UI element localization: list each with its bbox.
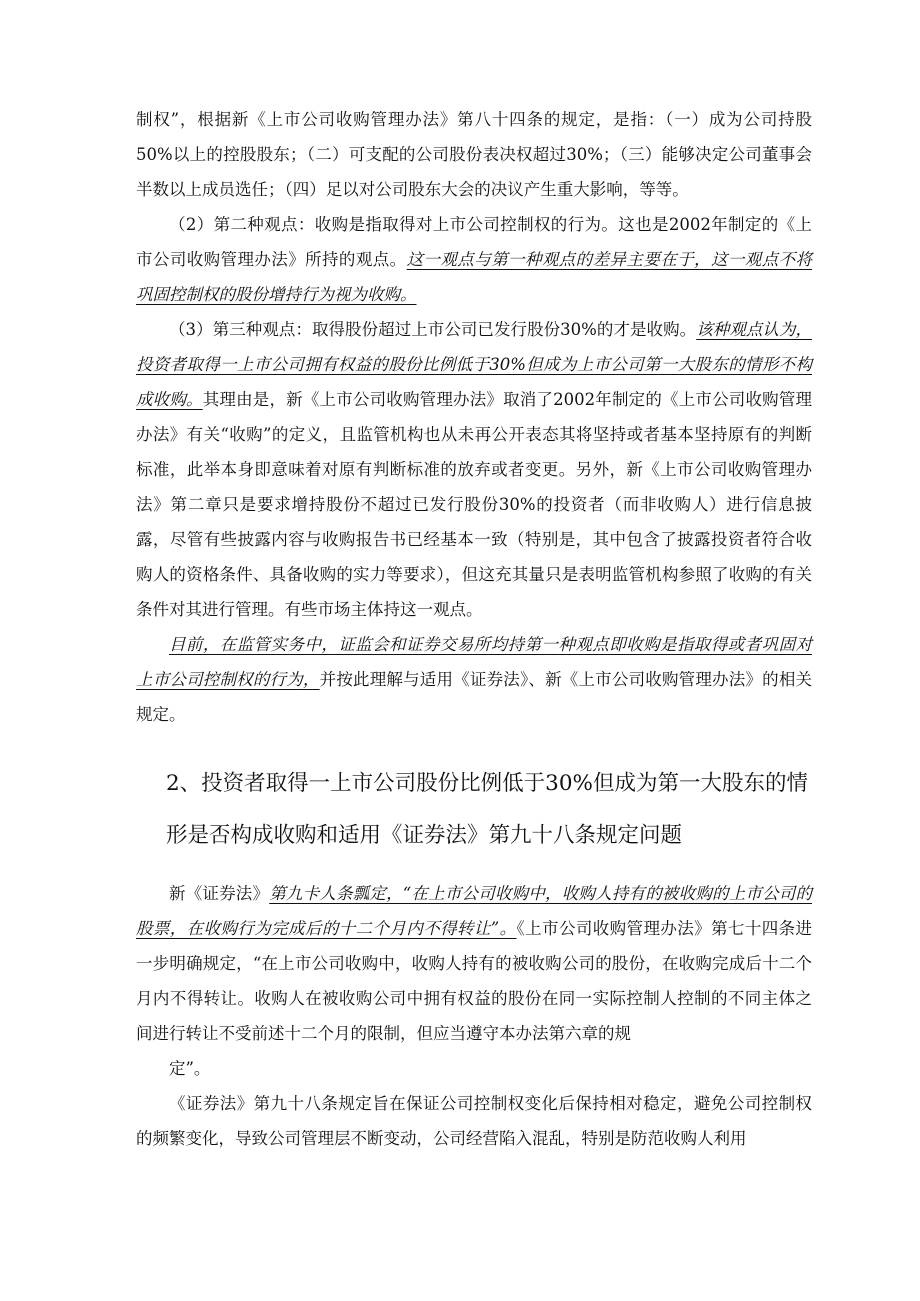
text-run: 新《证券法》 (169, 884, 270, 903)
paragraph-securities-law-98 (136, 876, 812, 1051)
text-run: 《上市公司收购管理办法》第七十四条进一步明确规定，“在上市公司收购中，收购人持有的被收购公司的股份，在收购完成后十二个月内不得转让。收购人在被收购公司中拥有权益的股份在同一实际控制人控制的不同主体之间进行转让不受前述十二个月的限制，但应当遵守本办法第六章的规 (136, 919, 813, 1043)
paragraph-third-view (136, 312, 812, 627)
paragraph-second-view (136, 207, 812, 312)
emphasis-run: 这一观点与第一种观点的差异主要在于，这一观点不将巩固控制权的股份增持行为视为收购。 (136, 250, 813, 304)
emphasis-run: 目前，在监管实务中，证监会和证券交易所均持第一种观点即收购是指取得或者巩固对上市公司控制权的行为， (136, 635, 812, 689)
text-run: 《证券法》第九十八条规定旨在保证公司控制权变化后保持相对稳定，避免公司控制权的频繁变化，导致公司管理层不断变动，公司经营陷入混乱，特别是防范收购人利用 (136, 1094, 812, 1148)
emphasis-run: 第九卡人条瓢定，“在上市公司收购中，收购人持有的被收购的上市公司的股票，在收购行为完成后的十二个月内不得转让”。 (136, 884, 813, 938)
section-heading: 2、投资者取得一上市公司股份比例低于30%但成为第一大股东的情形是否构成收购和适用《证券法》第九十八条规定问题 (166, 771, 808, 848)
text-run: 定”。 (169, 1059, 211, 1078)
text-run: （2）第二种观点：收购是指取得对上市公司控制权的行为。这也是2002年制定的《上市公司收购管理办法》所持的观点。 (136, 215, 812, 269)
emphasis-run: 该种观点认为，投资者取得一上市公司拥有权益的股份比例低于30%但成为上市公司第一大股东的情形不构成收购。 (136, 320, 813, 409)
paragraph-regulatory-practice (136, 627, 812, 732)
text-run: （3）第三种观点：取得股份超过上市公司已发行股份30%的才是收购。 (169, 320, 697, 339)
paragraph-quote-end (136, 1051, 812, 1086)
paragraph-control-definition (136, 102, 812, 207)
text-run: 并按此理解与适用《证券法》、新《上市公司收购管理办法》的相关规定。 (136, 670, 813, 724)
text-run: 制权”，根据新《上市公司收购管理办法》第八十四条的规定，是指：（一）成为公司持股50%以上的控股股东；（二）可支配的公司股份表决权超过30%；（三）能够决定公司董事会半数以上成员选任；（四）足以对公司股东大会的决议产生重大影响，等等。 (136, 110, 812, 199)
paragraph-purpose (136, 1086, 812, 1156)
text-run: 其理由是，新《上市公司收购管理办法》取消了2002年制定的《上市公司收购管理办法》有关“收购”的定义，且监管机构也从未再公开表态其将坚持或者基本坚持原有的判断标准，此举本身即意味着对原有判断标准的放弃或者变更。另外，新《上市公司收购管理办法》第二章只是要求增持股份不超过已发行股份30%的投资者（而非收购人）进行信息披露，尽管有些披露内容与收购报告书已经基本一致（特别是，其中包含了披露投资者符合收购人的资格条件、具备收购的实力等要求），但这充其量只是表明监管机构参照了收购的有关条件对其进行管理。有些市场主体持这一观点。 (136, 390, 813, 619)
